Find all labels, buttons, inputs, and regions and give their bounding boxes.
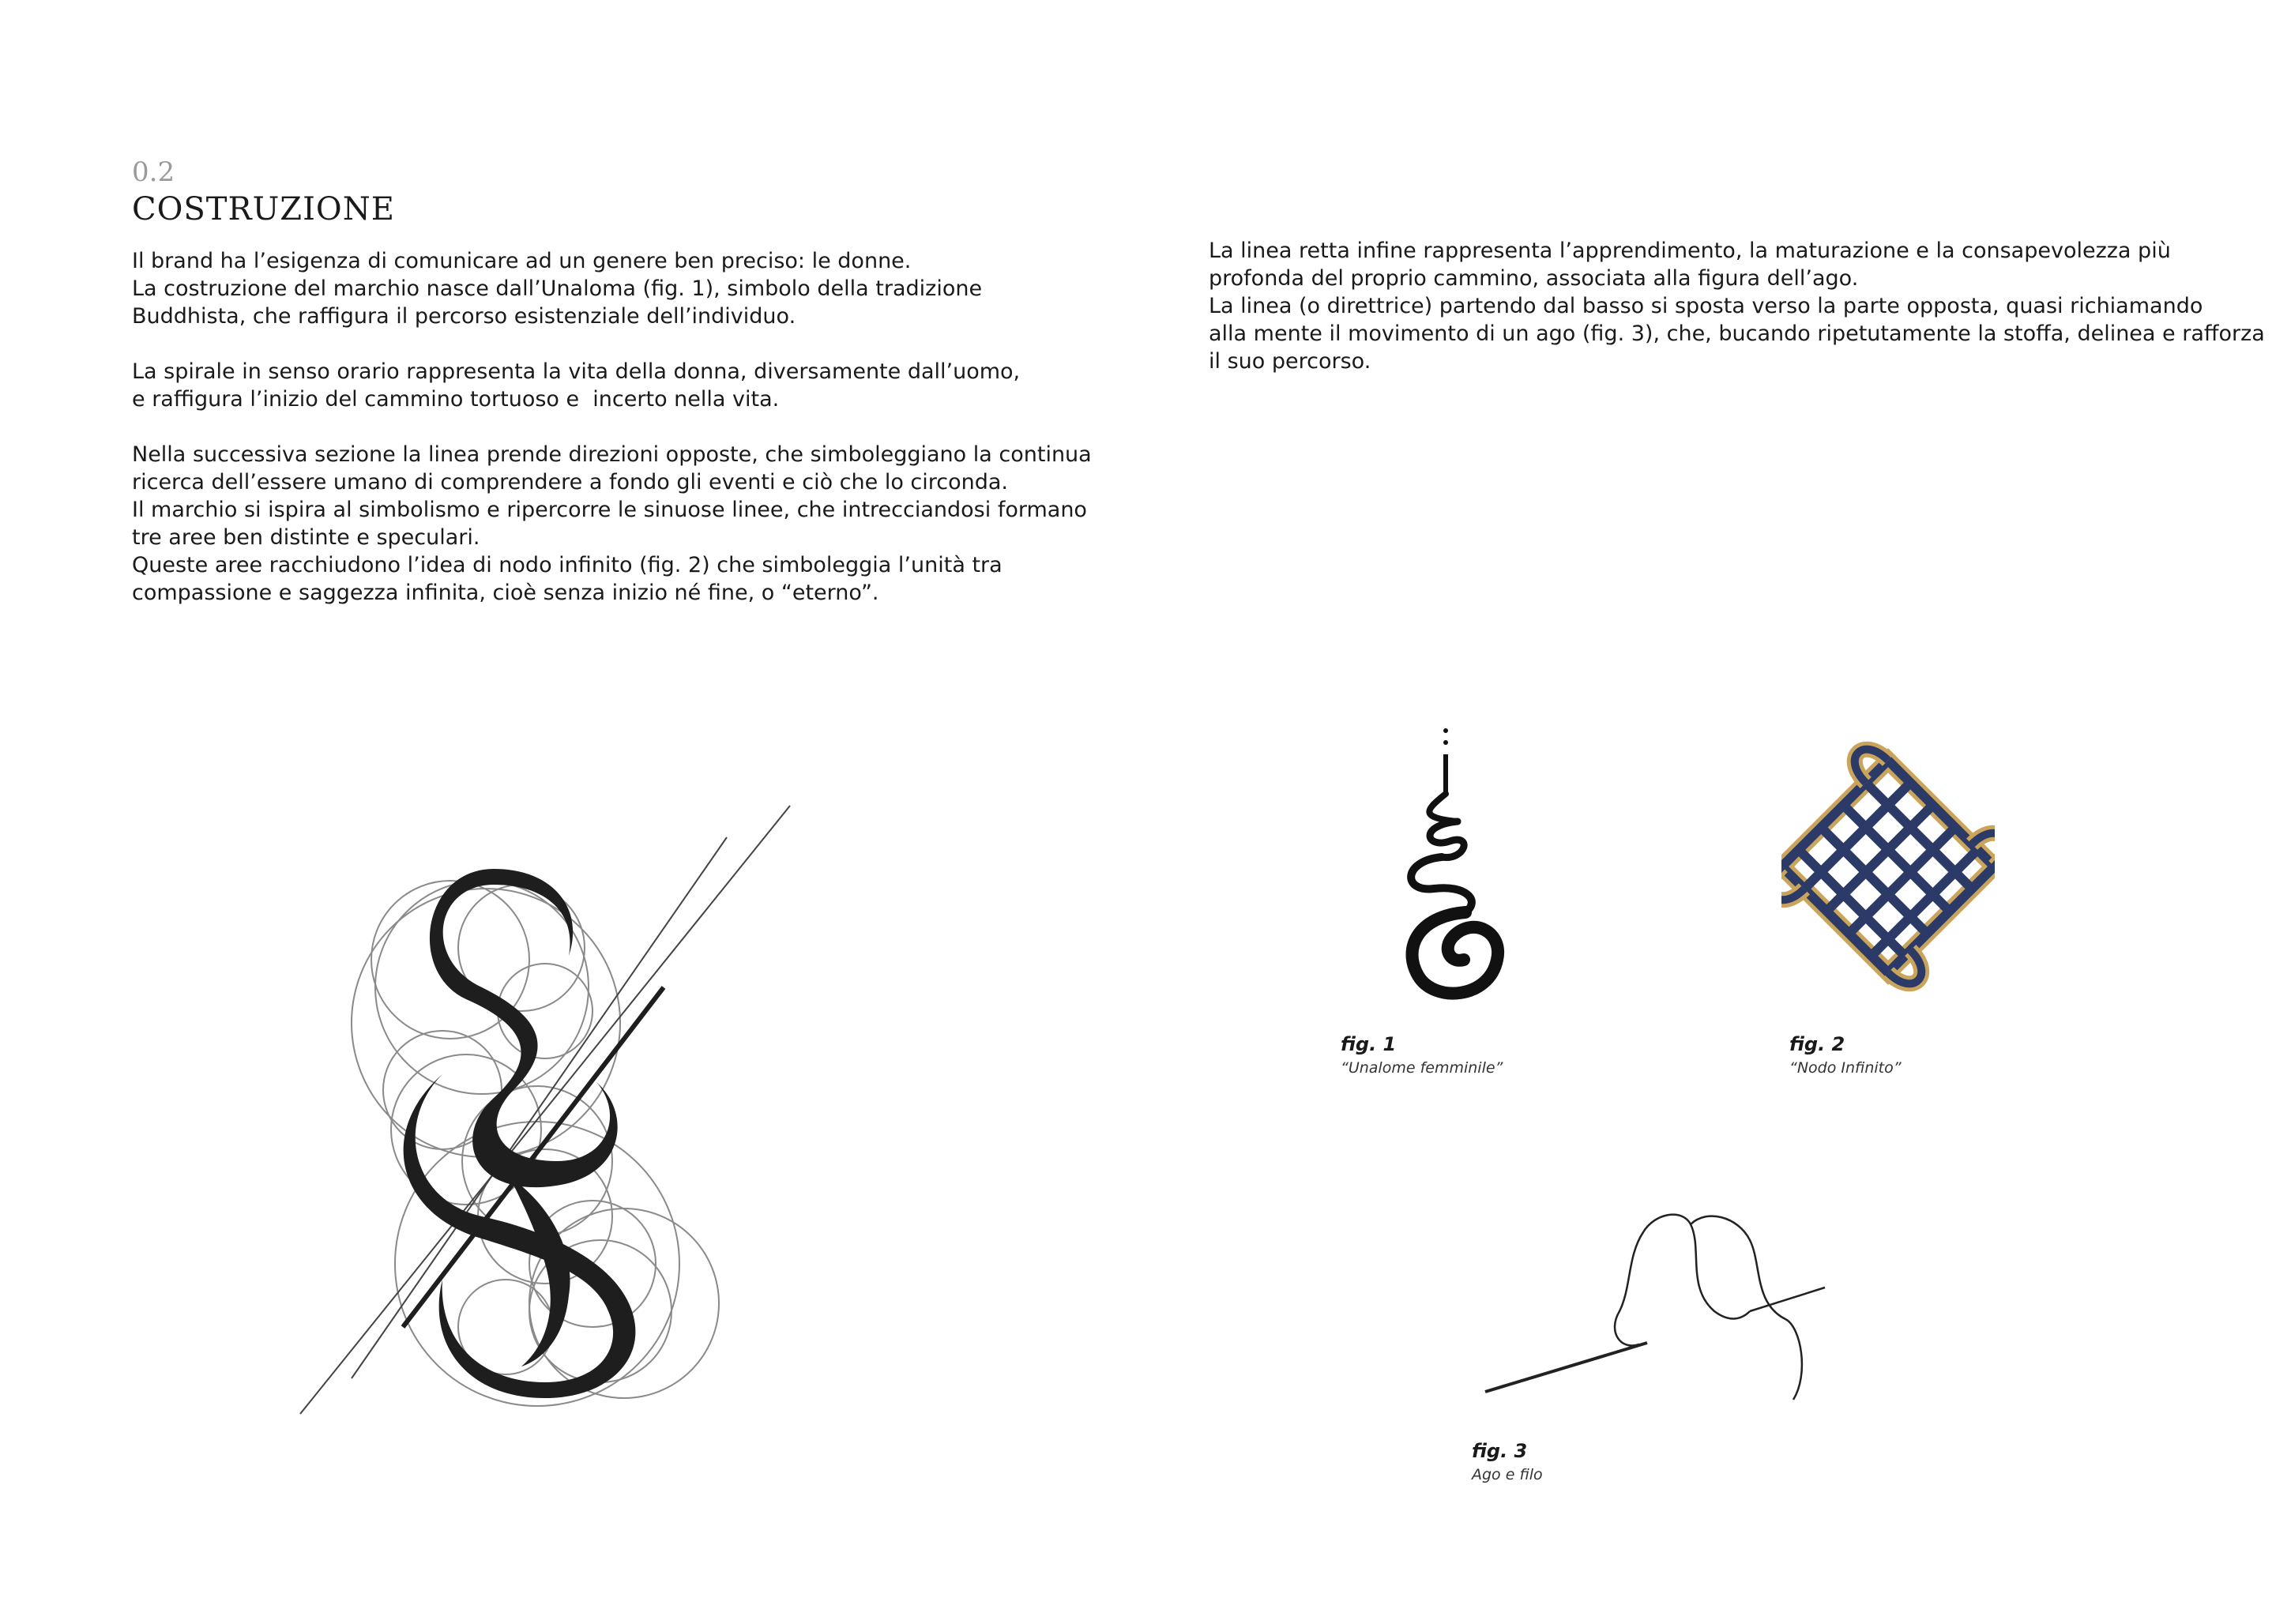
figure-caption: “Unalome femminile” bbox=[1341, 1059, 1503, 1077]
text-line: compassione e saggezza infinita, cioè senza inizio né fine, o “eterno”. bbox=[132, 581, 879, 605]
needle-and-thread-image bbox=[1477, 1193, 1841, 1406]
paragraph-spiral bbox=[132, 358, 1096, 413]
unalome-dots bbox=[1443, 728, 1448, 794]
unalome-symbol-image bbox=[1371, 723, 1513, 1007]
text-line: ricerca dell’essere umano di comprendere a fondo gli eventi e ciò che lo circonda. bbox=[132, 470, 1009, 494]
text-line: Queste aree racchiudono l’idea di nodo infinito (fig. 2) che simboleggia l’unità tra bbox=[132, 553, 1003, 577]
text-line: alla mente il movimento di un ago (fig. 3), che, bucando ripetutamente la stoffa, delinea e rafforza bbox=[1209, 321, 2265, 346]
right-text-column bbox=[1209, 237, 2265, 403]
text-line: Buddhista, che raffigura il percorso esistenziale dell’individuo. bbox=[132, 304, 796, 329]
figure-caption: Ago e filo bbox=[1472, 1466, 1543, 1483]
text-line: Il marchio si ispira al simbolismo e ripercorre le sinuose linee, che intrecciandosi formano bbox=[132, 498, 1087, 522]
endless-knot-pattern bbox=[1781, 723, 1995, 1010]
text-line: La spirale in senso orario rappresenta la vita della donna, diversamente dall’uomo, bbox=[132, 359, 1021, 384]
text-line: tre aree ben distinte e speculari. bbox=[132, 525, 480, 550]
figure-label: fig. 3 bbox=[1472, 1440, 1528, 1462]
logo-construction-drawing bbox=[284, 790, 822, 1438]
text-line: La linea retta infine rappresenta l’apprendimento, la maturazione e la consapevolezza più bbox=[1209, 239, 2171, 263]
figure-label: fig. 2 bbox=[1789, 1033, 1845, 1055]
paragraph-line bbox=[1209, 237, 2265, 375]
text-line: La linea (o direttrice) partendo dal basso si sposta verso la parte opposta, quasi richiamando bbox=[1209, 294, 2203, 318]
logo-shape bbox=[404, 869, 636, 1398]
text-line: profonda del proprio cammino, associata alla figura dell’ago. bbox=[1209, 266, 1859, 291]
text-line: e raffigura l’inizio del cammino tortuoso e incerto nella vita. bbox=[132, 387, 780, 412]
text-line: il suo percorso. bbox=[1209, 349, 1371, 374]
section-title: COSTRUZIONE bbox=[132, 191, 395, 227]
left-text-column bbox=[132, 247, 1096, 634]
endless-knot-image bbox=[1781, 719, 1995, 1015]
text-line: Il brand ha l’esigenza di comunicare ad un genere ben preciso: le donne. bbox=[132, 249, 912, 273]
unalome-strokes bbox=[1411, 794, 1498, 994]
thread bbox=[1615, 1215, 1825, 1400]
text-line: Nella successiva sezione la linea prende direzioni opposte, che simboleggiano la continua bbox=[132, 442, 1092, 467]
paragraph-knot bbox=[132, 441, 1096, 607]
needle bbox=[1485, 1343, 1647, 1392]
text-line: La costruzione del marchio nasce dall’Unaloma (fig. 1), simbolo della tradizione bbox=[132, 276, 983, 301]
paragraph-intro bbox=[132, 247, 1096, 330]
section-number: 0.2 bbox=[132, 156, 175, 188]
figure-caption: “Nodo Infinito” bbox=[1789, 1059, 1902, 1077]
figure-label: fig. 1 bbox=[1341, 1033, 1397, 1055]
